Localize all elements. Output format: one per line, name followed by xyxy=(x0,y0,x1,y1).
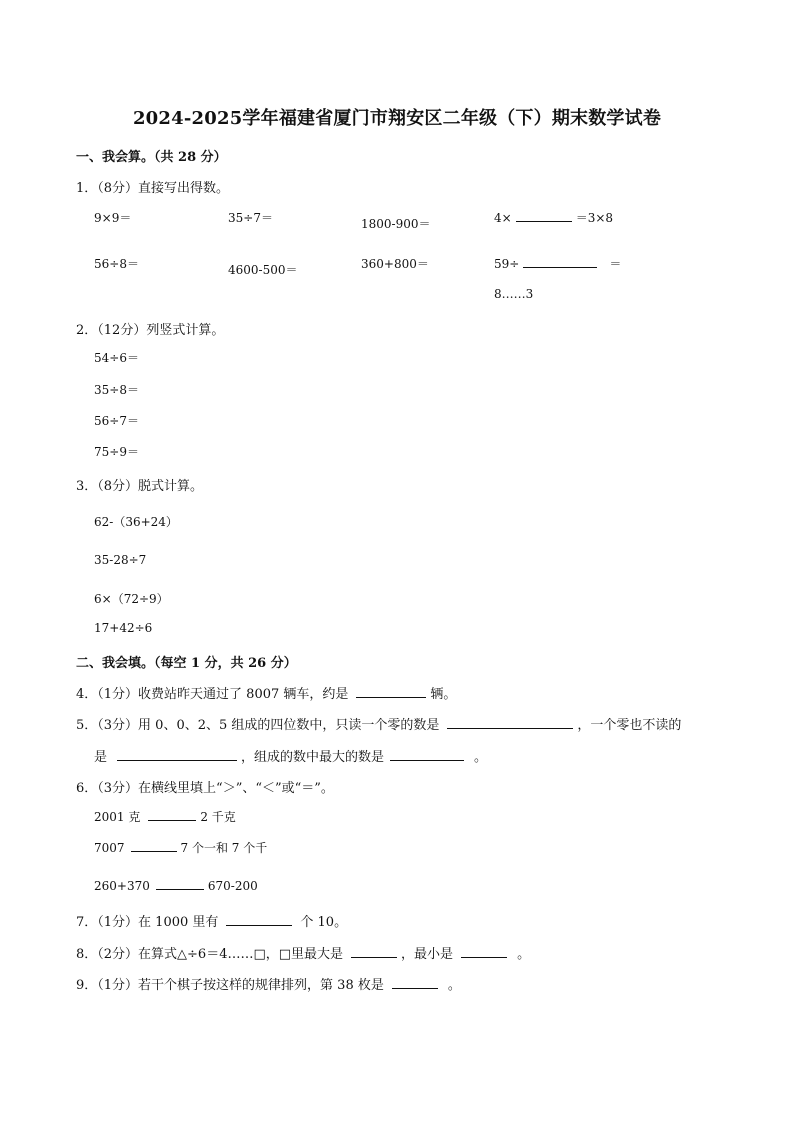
q1-item-1: 9×9＝ xyxy=(94,211,132,225)
q1-item-8-remainder: 8……3 xyxy=(494,287,534,301)
answer-blank[interactable] xyxy=(148,808,196,821)
question-9-end: 。 xyxy=(447,978,461,993)
q6-row-3 xyxy=(94,877,258,893)
q1-item-3: 1800-900＝ xyxy=(361,217,431,231)
q3-item-4: 17+42÷6 xyxy=(94,621,153,635)
question-5-line-1 xyxy=(76,714,681,733)
question-5-line-2 xyxy=(94,746,487,765)
q1-item-4 xyxy=(494,209,613,226)
answer-blank[interactable] xyxy=(516,209,572,222)
q3-item-3: 6×（72÷9） xyxy=(94,592,169,606)
q6-row-2 xyxy=(94,839,267,856)
question-2-heading: 2．（12分）列竖式计算。 xyxy=(76,323,225,338)
q6-row-1-right: 2 千克 xyxy=(200,810,236,824)
q1-item-8-equals: ＝ xyxy=(609,257,622,271)
answer-blank[interactable] xyxy=(351,945,397,958)
q1-item-8-left: 59÷ xyxy=(494,257,520,271)
question-5-text-4: ，组成的数中最大的数是 xyxy=(241,750,385,765)
answer-blank[interactable] xyxy=(390,748,464,761)
q1-item-8 xyxy=(494,255,621,272)
question-7-end: 个 10。 xyxy=(300,915,348,930)
q2-item-1: 54÷6＝ xyxy=(94,351,139,365)
question-6-heading: 6．（3分）在横线里填上“＞”、“＜”或“＝”。 xyxy=(76,781,334,796)
question-5-text-3: 是 xyxy=(94,750,108,765)
q1-item-4-right: ＝3×8 xyxy=(575,211,614,225)
q6-row-3-right: 670-200 xyxy=(207,879,258,893)
question-1-heading: 1．（8分）直接写出得数。 xyxy=(76,181,230,196)
page-title: 2024-2025学年福建省厦门市翔安区二年级（下）期末数学试卷 xyxy=(132,108,662,129)
question-5-text: 5．（3分）用 0、0、2、5 组成的四位数中，只读一个零的数是 xyxy=(76,718,440,733)
q6-row-2-right: 7 个一和 7 个千 xyxy=(180,841,268,855)
question-4 xyxy=(76,683,456,702)
q2-item-3: 56÷7＝ xyxy=(94,414,139,428)
question-7 xyxy=(76,911,347,930)
question-5-text-2: ，一个零也不读的 xyxy=(577,718,682,733)
question-8-end: 。 xyxy=(517,947,531,962)
question-9-text: 9．（1分）若干个棋子按这样的规律排列，第 38 枚是 xyxy=(76,978,384,993)
q1-item-6: 4600-500＝ xyxy=(228,263,298,277)
question-8-text: 8．（2分）在算式△÷6＝4……□，□里最大是 xyxy=(76,947,344,962)
answer-blank[interactable] xyxy=(356,685,426,698)
question-8-text-2: ，最小是 xyxy=(401,947,454,962)
section-2-heading: 二、我会填。（每空 1 分，共 26 分） xyxy=(76,656,297,671)
answer-blank[interactable] xyxy=(131,839,177,852)
q3-item-1: 62-（36+24） xyxy=(94,515,178,529)
question-9 xyxy=(76,974,461,993)
answer-blank[interactable] xyxy=(117,748,237,761)
answer-blank[interactable] xyxy=(226,913,292,926)
question-4-unit: 辆。 xyxy=(430,687,457,702)
q6-row-1 xyxy=(94,808,236,825)
question-8 xyxy=(76,943,530,962)
question-7-text: 7．（1分）在 1000 里有 xyxy=(76,915,219,930)
q1-item-4-left: 4× xyxy=(494,211,512,225)
question-3-heading: 3．（8分）脱式计算。 xyxy=(76,479,204,494)
q3-item-2: 35-28÷7 xyxy=(94,553,147,567)
q6-row-2-left: 7007 xyxy=(94,841,125,855)
q1-item-2: 35÷7＝ xyxy=(228,211,273,225)
q6-row-3-left: 260+370 xyxy=(94,879,150,893)
q2-item-2: 35÷8＝ xyxy=(94,383,139,397)
q6-row-1-left: 2001 克 xyxy=(94,810,141,824)
answer-blank[interactable] xyxy=(447,716,573,729)
question-5-end: 。 xyxy=(474,750,488,765)
answer-blank[interactable] xyxy=(156,877,204,890)
q1-item-7: 360+800＝ xyxy=(361,257,429,271)
q2-item-4: 75÷9＝ xyxy=(94,445,139,459)
section-1-heading: 一、我会算。（共 28 分） xyxy=(76,150,227,165)
q1-item-5: 56÷8＝ xyxy=(94,257,139,271)
answer-blank[interactable] xyxy=(392,976,438,989)
answer-blank[interactable] xyxy=(461,945,507,958)
answer-blank[interactable] xyxy=(523,255,597,268)
question-4-text: 4．（1分）收费站昨天通过了 8007 辆车，约是 xyxy=(76,687,349,702)
